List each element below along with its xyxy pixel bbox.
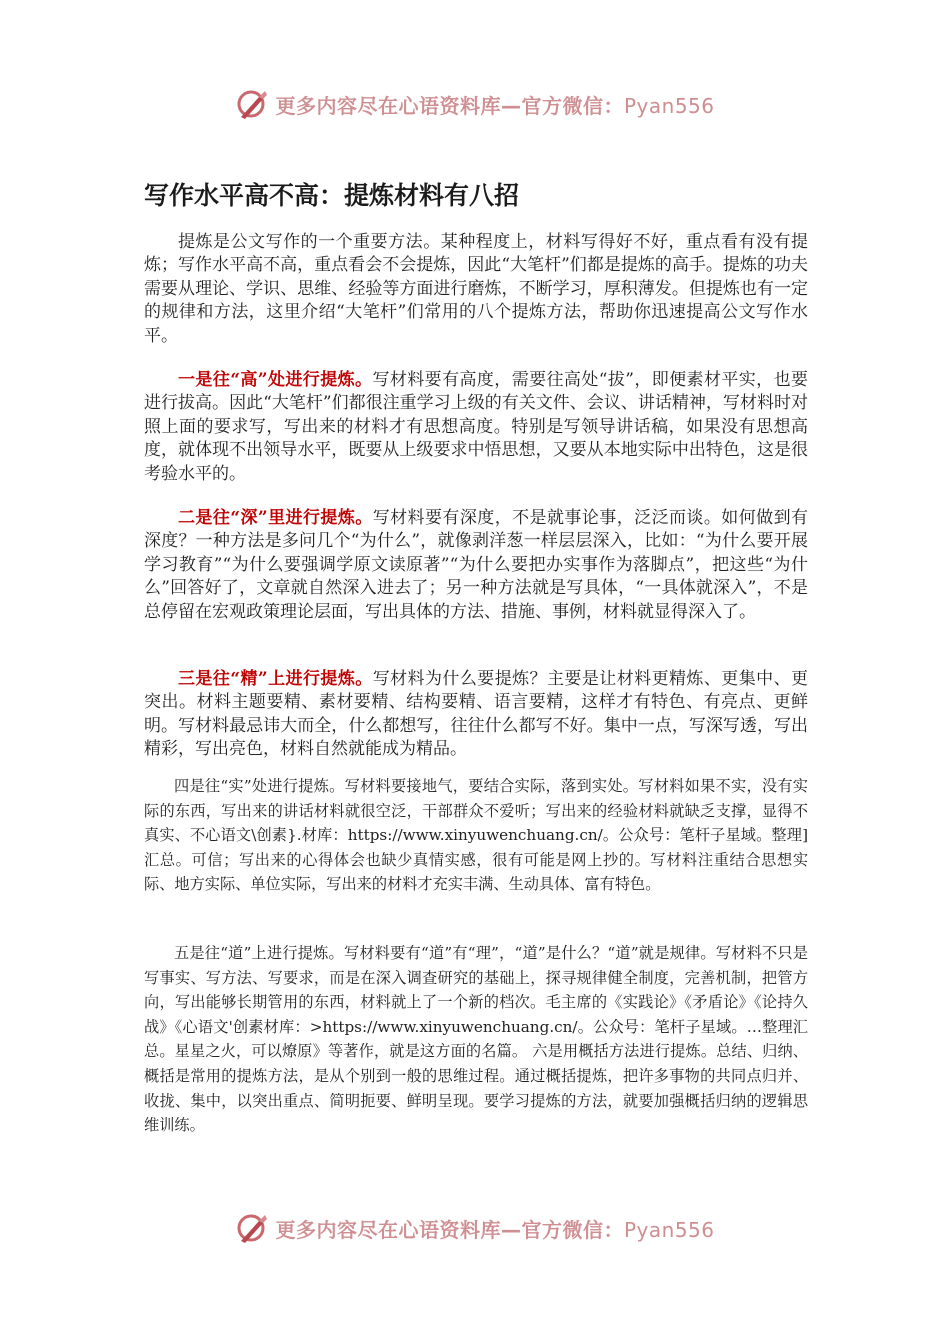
- banner-text: 更多内容尽在心语资料库—官方微信：Pyan556: [275, 1217, 715, 1242]
- footer-banner: [0, 1208, 950, 1248]
- method-heading: 三是往“精”上进行提炼。: [178, 669, 373, 689]
- wechat-id: Pyan556: [623, 93, 715, 118]
- paragraph-intro: 提炼是公文写作的一个重要方法。某种程度上，材料写得好不好，重点看有没有提炼；写作水平高不高，重点看会不会提炼，因此“大笔杆”们都是提炼的高手。提炼的功夫需要从理论、学识、思维、经验等方面进行磨炼，不断学习，厚积薄发。但提炼也有一定的规律和方法，这里介绍“大笔杆”们常用的八个提炼方法，帮助你迅速提高公文写作水平。: [144, 232, 808, 346]
- paragraph-method-1: 一是往“高”处进行提炼。写材料要有高度，需要往高处“拔”，即便素材平实，也要进行拔高。因此“大笔杆”们都很注重学习上级的有关文件、会议、讲话精神，写材料时对照上面的要求写，写出来的材料才有思想高度。特别是写领导讲话稿，如果没有思想高度，就体现不出领导水平，既要从上级要求中悟思想，又要从本地实际中出特色，这是很考验水平的。: [144, 370, 808, 484]
- method-heading: 二是往“深”里进行提炼。: [178, 508, 373, 528]
- method-heading: 一是往“高”处进行提炼。: [178, 370, 373, 390]
- wechat-id: Pyan556: [623, 1217, 715, 1242]
- banner-text: 更多内容尽在心语资料库—官方微信：Pyan556: [275, 93, 715, 118]
- pen-circle-logo-icon: [235, 1211, 269, 1245]
- paragraph-method-4: 四是往“实”处进行提炼。写材料要接地气，要结合实际，落到实处。写材料如果不实，没有实际的东西，写出来的讲话材料就很空泛，干部群众不爱听；写出来的经验材料就缺乏支撑，显得不真实、不心语文\创素}.材库：https://www.xinyuwenchuang.cn/。公众号：笔杆子星域。整理]汇总。可信；写出来的心得体会也缺少真情实感，很有可能是网上抄的。写材料注重结合思想实际、地方实际、单位实际，写出来的材料才充实丰满、生动具体、富有特色。: [144, 777, 808, 894]
- paragraph-method-5-6: 五是往“道”上进行提炼。写材料要有“道”有“理”，“道”是什么？“道”就是规律。写材料不只是写事实、写方法、写要求，而是在深入调查研究的基础上，探寻规律健全制度，完善机制，把管方向，写出能够长期管用的东西，材料就上了一个新的档次。毛主席的《实践论》《矛盾论》《论持久战》《心语文'创素材库：>https://www.xinyuwenchuang.cn/。公众号：笔杆子星域。…整理汇总。星星之火，可以燎原》等著作，就是这方面的名篇。 六是用概括方法进行提炼。总结、归纳、概括是常用的提炼方法，是从个别到一般的思维过程。通过概括提炼，把许多事物的共同点归并、收拢、集中，以突出重点、简明扼要、鲜明呈现。要学习提炼的方法，就要加强概括归纳的逻辑思维训练。: [144, 944, 808, 1135]
- paragraph-method-3: 三是往“精”上进行提炼。写材料为什么要提炼？主要是让材料更精炼、更集中、更突出。材料主题要精、素材要精、结构要精、语言要精，这样才有特色、有亮点、更鲜明。写材料最忌讳大而全，什么都想写，往往什么都写不好。集中一点，写深写透，写出精彩，写出亮色，材料自然就能成为精品。: [144, 669, 808, 760]
- pen-circle-logo-icon: [235, 87, 269, 121]
- header-banner: [0, 84, 950, 124]
- article-title: 写作水平高不高：提炼材料有八招: [144, 181, 520, 210]
- paragraph-method-2: 二是往“深”里进行提炼。写材料要有深度，不是就事论事，泛泛而谈。如何做到有深度？一种方法是多问几个“为什么”，就像剥洋葱一样层层深入，比如：“为什么要开展学习教育”“为什么要强调学原文读原著”“为什么要把办实事作为落脚点”，把这些“为什么”回答好了，文章就自然深入进去了；另一种方法就是写具体，“一具体就深入”，不是总停留在宏观政策理论层面，写出具体的方法、措施、事例，材料就显得深入了。: [144, 508, 808, 622]
